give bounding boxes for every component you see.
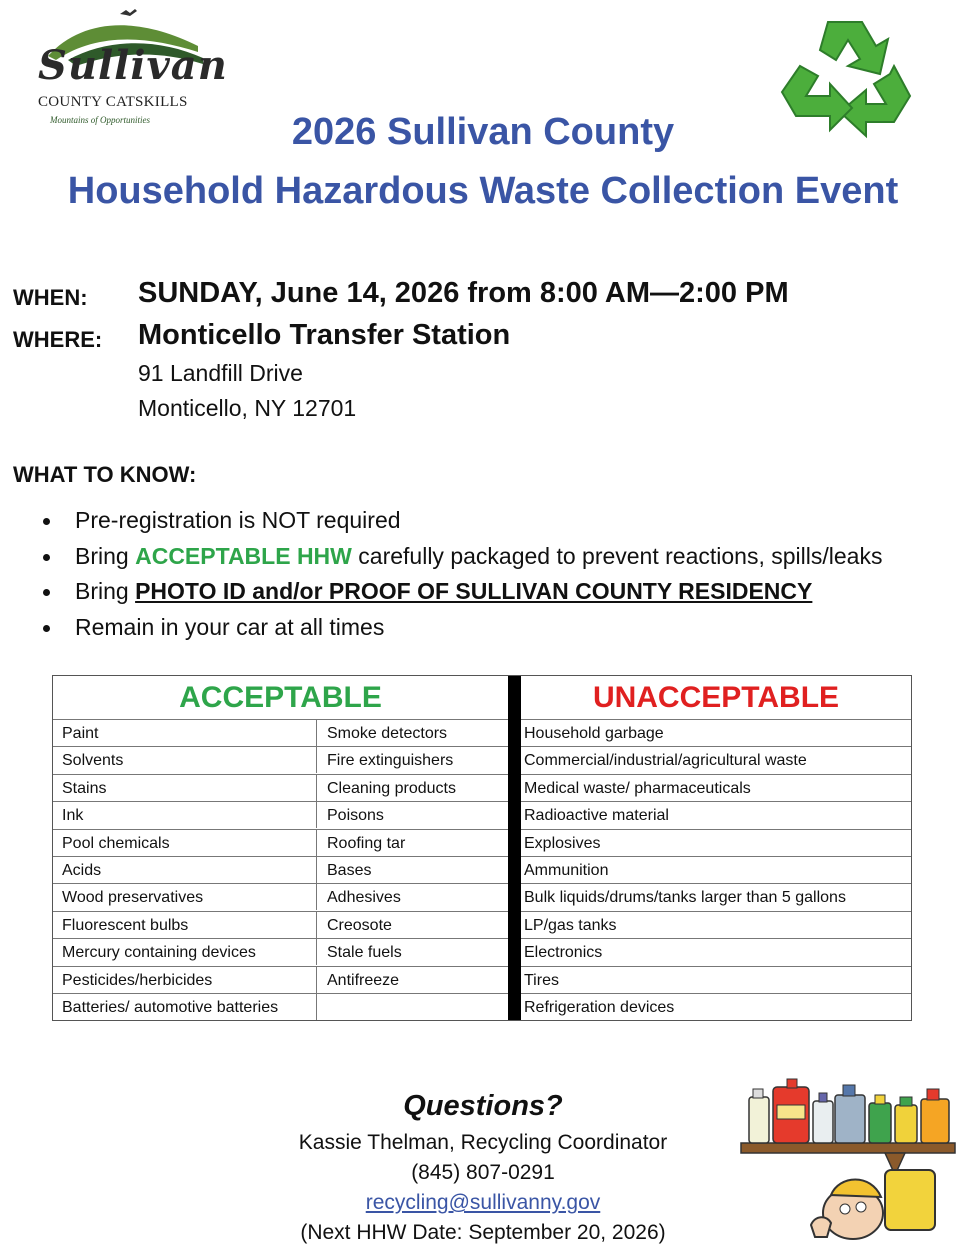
acceptable-cell: Antifreeze	[317, 966, 508, 993]
questions-heading: Questions?	[403, 1090, 563, 1122]
acceptable-cell	[317, 993, 508, 1020]
bullet-text: Pre-registration is NOT required	[75, 507, 401, 533]
unacceptable-cell: Ammunition	[521, 856, 911, 883]
acceptable-cell: Creosote	[317, 911, 508, 938]
bullet-dot-icon	[43, 554, 50, 561]
bullet-dot-icon	[43, 625, 50, 632]
contact-email-link[interactable]: recycling@sullivanny.gov	[365, 1191, 601, 1214]
unacceptable-heading: UNACCEPTABLE	[592, 681, 840, 714]
unacceptable-cell: Bulk liquids/drums/tanks larger than 5 gallons	[521, 883, 911, 910]
table-divider	[508, 676, 521, 1020]
acceptable-cell: Solvents	[53, 746, 317, 773]
acceptable-hhw-highlight: ACCEPTABLE HHW	[135, 543, 352, 569]
acceptable-cell: Fluorescent bulbs	[53, 911, 317, 938]
bullet-dot-icon	[43, 518, 50, 525]
bullet-text: Remain in your car at all times	[75, 614, 385, 640]
unacceptable-cell: Electronics	[521, 938, 911, 965]
photo-id-highlight: PHOTO ID and/or PROOF OF SULLIVAN COUNTY RESIDENCY	[135, 578, 813, 604]
acceptable-cell: Pool chemicals	[53, 829, 317, 856]
page-title-line2: Household Hazardous Waste Collection Event	[67, 170, 899, 212]
acceptable-cell: Cleaning products	[317, 774, 508, 801]
when-label: WHEN:	[13, 285, 88, 310]
page-title-line1: 2026 Sullivan County	[291, 111, 675, 153]
acceptable-cell: Adhesives	[317, 883, 508, 910]
unacceptable-cell: Tires	[521, 966, 911, 993]
acceptable-cell: Fire extinguishers	[317, 746, 508, 773]
contact-name: Kassie Thelman, Recycling Coordinator	[298, 1131, 668, 1154]
where-name: Monticello Transfer Station	[138, 319, 511, 351]
unacceptable-cell: Household garbage	[521, 719, 911, 746]
unacceptable-cell: Commercial/industrial/agricultural waste	[521, 746, 911, 773]
unacceptable-cell: Medical waste/ pharmaceuticals	[521, 774, 911, 801]
unacceptable-cell: Refrigeration devices	[521, 993, 911, 1020]
next-date: (Next HHW Date: September 20, 2026)	[300, 1221, 666, 1244]
acceptable-cell: Pesticides/herbicides	[53, 966, 317, 993]
logo-tagline: Mountains of Opportunities	[50, 115, 151, 125]
acceptable-cell: Stains	[53, 774, 317, 801]
acceptable-cell: Bases	[317, 856, 508, 883]
address-line1: 91 Landfill Drive	[138, 360, 303, 386]
bullet-dot-icon	[43, 589, 50, 596]
what-to-know-heading: WHAT TO KNOW:	[13, 462, 197, 487]
acceptable-cell: Paint	[53, 719, 317, 746]
acceptable-cell: Stale fuels	[317, 938, 508, 965]
when-value: SUNDAY, June 14, 2026 from 8:00 AM—2:00 PM	[138, 277, 789, 309]
bullet-text	[75, 578, 812, 605]
bullet-text-post: carefully packaged to prevent reactions, spills/leaks	[351, 543, 883, 569]
bullet-text	[75, 543, 882, 570]
logo-county-text: COUNTY CATSKILLS	[38, 94, 188, 110]
acceptable-heading: ACCEPTABLE	[179, 681, 382, 714]
waste-table	[52, 675, 912, 1021]
unacceptable-cell: Explosives	[521, 829, 911, 856]
where-label: WHERE:	[13, 327, 103, 352]
bullet-text-pre: Bring	[75, 578, 136, 604]
acceptable-cell: Ink	[53, 801, 317, 828]
acceptable-cell: Batteries/ automotive batteries	[53, 993, 317, 1020]
acceptable-cell: Poisons	[317, 801, 508, 828]
unacceptable-cell: Radioactive material	[521, 801, 911, 828]
acceptable-cell: Acids	[53, 856, 317, 883]
acceptable-cell: Wood preservatives	[53, 883, 317, 910]
bird-icon	[120, 9, 137, 16]
acceptable-cell: Smoke detectors	[317, 719, 508, 746]
unacceptable-cell: LP/gas tanks	[521, 911, 911, 938]
bullet-text-pre: Bring	[75, 543, 136, 569]
address-line2: Monticello, NY 12701	[138, 395, 357, 421]
logo-script-text: Sullivan	[38, 42, 228, 89]
chemicals-shelf-cartoon	[735, 1075, 960, 1250]
contact-phone: (845) 807-0291	[411, 1161, 555, 1184]
acceptable-cell: Mercury containing devices	[53, 938, 317, 965]
acceptable-cell: Roofing tar	[317, 829, 508, 856]
